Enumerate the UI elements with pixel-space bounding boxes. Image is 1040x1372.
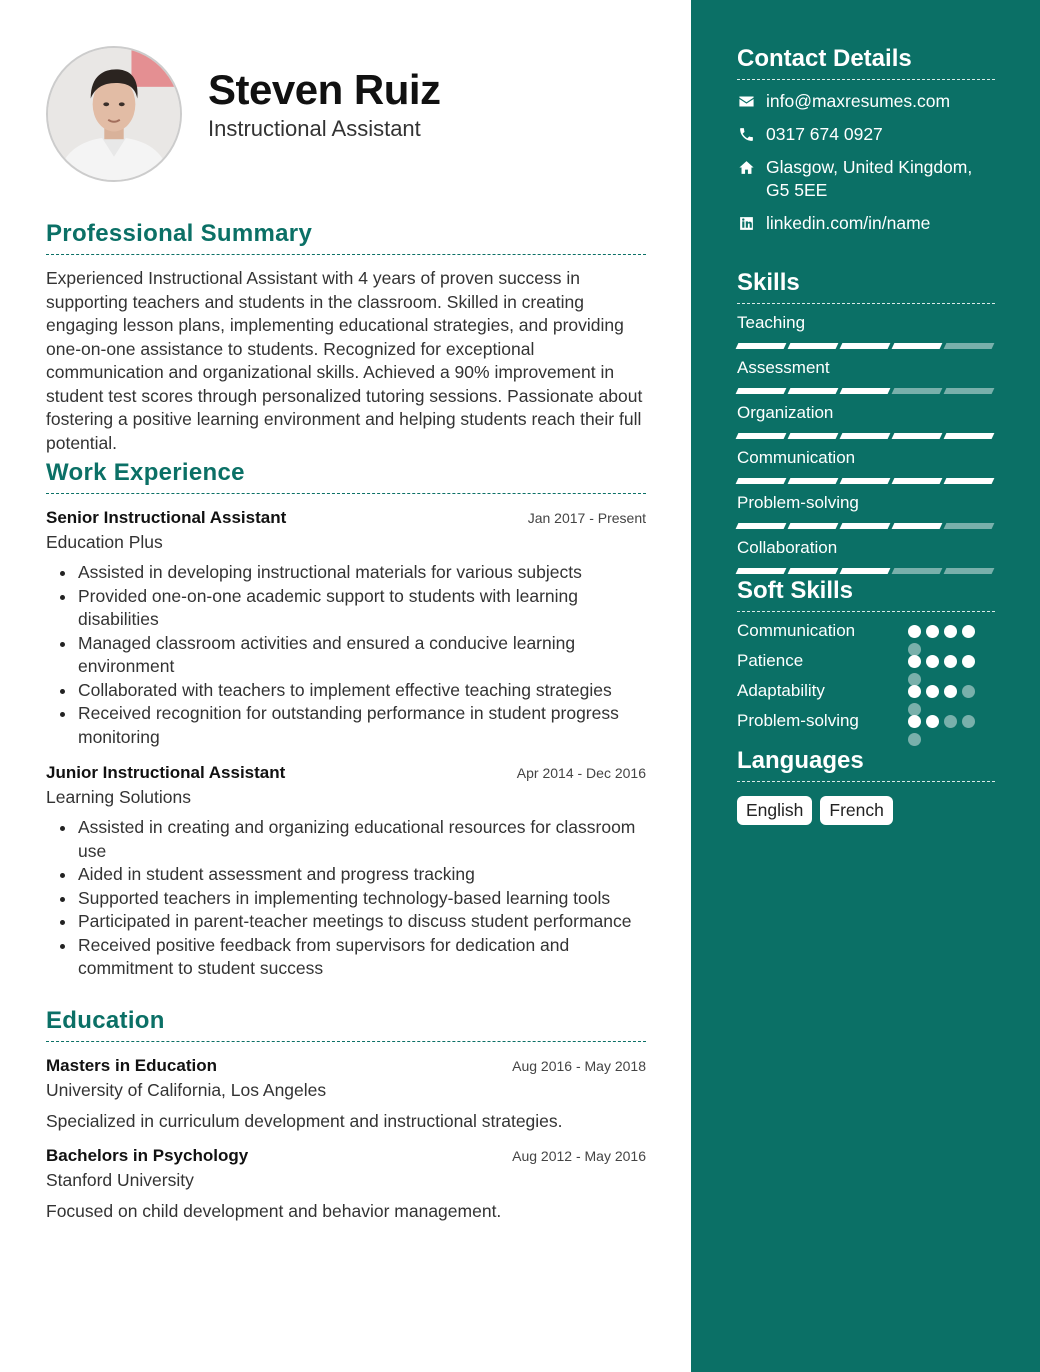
skill-item xyxy=(737,403,995,439)
avatar xyxy=(46,46,182,182)
skill-level-segment xyxy=(892,388,943,394)
rating-dot xyxy=(908,685,921,698)
skill-name: Teaching xyxy=(737,313,806,332)
phone-icon xyxy=(737,125,755,143)
list-item: Collaborated with teachers to implement effective teaching strategies xyxy=(78,679,646,703)
skill-level-segment xyxy=(944,433,995,439)
skill-level-segment xyxy=(788,388,839,394)
section-heading: Education xyxy=(46,1007,646,1042)
skill-level-segment xyxy=(788,568,839,574)
rating-dot xyxy=(926,655,939,668)
summary-text: Experienced Instructional Assistant with 4 years of proven success in supporting teachers and students in the classroom. Skilled in creating engaging lesson plans, implementing educational strategies, and providing one-on-one assistance to students. Recognized for exceptional communication and organizational skills. Achieved a 90% improvement in student test scores through personalized tutoring sessions. Passionate about fostering a positive learning environment and helping students reach their full potential. xyxy=(46,268,643,453)
skill-item xyxy=(737,493,995,529)
job-bullets xyxy=(46,816,646,981)
skill-level-segment xyxy=(944,523,995,529)
skill-level-segment xyxy=(892,343,943,349)
section-heading: Skills xyxy=(737,269,995,304)
job-company: Education Plus xyxy=(46,532,163,552)
skill-item xyxy=(737,448,995,484)
rating-dot xyxy=(944,655,957,668)
list-item: Aided in student assessment and progress tracking xyxy=(78,863,646,887)
job-company: Learning Solutions xyxy=(46,787,191,807)
skill-item xyxy=(737,313,995,349)
skill-item xyxy=(737,358,995,394)
education-description: Focused on child development and behavior management. xyxy=(46,1201,502,1221)
skill-level-segment xyxy=(736,388,787,394)
rating-dot xyxy=(926,625,939,638)
rating-dot xyxy=(944,685,957,698)
work-experience-section xyxy=(46,459,646,981)
job-title: Senior Instructional Assistant xyxy=(46,508,287,527)
education-entry xyxy=(46,1056,646,1132)
skill-level-segment xyxy=(736,343,787,349)
rating-dot xyxy=(962,685,975,698)
contact-email[interactable]: info@maxresumes.com xyxy=(737,90,995,113)
job-entry xyxy=(46,508,646,749)
skill-name: Collaboration xyxy=(737,538,838,557)
job-bullets xyxy=(46,561,646,749)
job-date: Jan 2017 - Present xyxy=(527,510,646,526)
section-heading: Languages xyxy=(737,747,995,782)
list-item: Received recognition for outstanding performance in student progress monitoring xyxy=(78,702,646,749)
education-date: Aug 2016 - May 2018 xyxy=(512,1058,646,1074)
degree: Masters in Education xyxy=(46,1056,217,1075)
section-heading: Contact Details xyxy=(737,45,995,80)
skill-level-bar xyxy=(737,343,995,349)
skill-level-segment xyxy=(944,568,995,574)
skill-level-bar xyxy=(737,433,995,439)
linkedin-icon xyxy=(737,214,755,232)
contact-address: Glasgow, United Kingdom, G5 5EE xyxy=(737,156,995,202)
skill-level-bar xyxy=(737,523,995,529)
rating-dot xyxy=(944,625,957,638)
soft-skill-item xyxy=(737,710,995,732)
list-item: Assisted in developing instructional materials for various subjects xyxy=(78,561,646,585)
degree: Bachelors in Psychology xyxy=(46,1146,249,1165)
rating-dot xyxy=(944,715,957,728)
education-section xyxy=(46,1007,646,1222)
skill-name: Communication xyxy=(737,448,856,467)
skill-level-segment xyxy=(840,388,891,394)
skill-level-segment xyxy=(944,478,995,484)
skills-section xyxy=(737,269,995,574)
skill-name: Organization xyxy=(737,403,834,422)
soft-skill-item xyxy=(737,620,995,642)
rating-dot xyxy=(962,655,975,668)
rating-dot xyxy=(926,715,939,728)
school: University of California, Los Angeles xyxy=(46,1080,327,1100)
section-heading: Work Experience xyxy=(46,459,646,494)
soft-skills-section xyxy=(737,577,995,732)
soft-skill-item xyxy=(737,680,995,702)
list-item: Managed classroom activities and ensured a conducive learning environment xyxy=(78,632,646,679)
skill-level-segment xyxy=(840,433,891,439)
contact-phone[interactable]: 0317 674 0927 xyxy=(737,123,995,146)
job-title: Junior Instructional Assistant xyxy=(46,763,286,782)
language-tags xyxy=(737,796,995,825)
skill-level-segment xyxy=(892,478,943,484)
soft-skill-rating xyxy=(908,715,975,728)
skill-level-segment xyxy=(736,478,787,484)
job-date: Apr 2014 - Dec 2016 xyxy=(516,765,646,781)
soft-skill-name: Patience xyxy=(737,651,804,670)
soft-skill-rating xyxy=(908,685,975,698)
education-description: Specialized in curriculum development and instructional strategies. xyxy=(46,1111,563,1131)
skill-name: Problem-solving xyxy=(737,493,859,512)
languages-section xyxy=(737,747,995,825)
list-item: Participated in parent-teacher meetings to discuss student performance xyxy=(78,910,646,934)
soft-skill-name: Adaptability xyxy=(737,681,825,700)
skill-level-segment xyxy=(892,568,943,574)
professional-summary-section xyxy=(46,220,646,455)
skill-level-segment xyxy=(840,568,891,574)
skill-level-bar xyxy=(737,568,995,574)
language-tag: French xyxy=(820,796,892,825)
rating-dot xyxy=(908,625,921,638)
skill-level-segment xyxy=(736,568,787,574)
resume-header xyxy=(46,46,441,182)
rating-dot xyxy=(908,655,921,668)
sidebar xyxy=(691,0,1040,1372)
school: Stanford University xyxy=(46,1170,194,1190)
rating-dot xyxy=(926,685,939,698)
skill-level-segment xyxy=(840,478,891,484)
candidate-name: Steven Ruiz xyxy=(208,66,441,113)
skill-level-segment xyxy=(892,523,943,529)
skill-level-segment xyxy=(840,343,891,349)
skill-level-segment xyxy=(788,478,839,484)
soft-skill-name: Problem-solving xyxy=(737,711,859,730)
education-entry xyxy=(46,1146,646,1222)
skill-level-bar xyxy=(737,478,995,484)
list-item: Received positive feedback from supervisors for dedication and commitment to student success xyxy=(78,934,646,981)
soft-skill-name: Communication xyxy=(737,621,856,640)
skill-level-segment xyxy=(736,523,787,529)
education-date: Aug 2012 - May 2016 xyxy=(512,1148,646,1164)
rating-dot xyxy=(908,715,921,728)
job-entry xyxy=(46,763,646,981)
rating-dot xyxy=(962,625,975,638)
rating-dot xyxy=(908,733,921,746)
soft-skill-rating xyxy=(908,655,975,668)
skill-level-segment xyxy=(944,388,995,394)
home-icon xyxy=(737,158,755,176)
list-item: Assisted in creating and organizing educational resources for classroom use xyxy=(78,816,646,863)
skill-item xyxy=(737,538,995,574)
skill-level-segment xyxy=(840,523,891,529)
rating-dot xyxy=(962,715,975,728)
candidate-title: Instructional Assistant xyxy=(208,116,421,141)
skill-level-segment xyxy=(788,523,839,529)
skill-level-segment xyxy=(736,433,787,439)
portrait-image xyxy=(48,48,180,180)
envelope-icon xyxy=(737,92,755,110)
soft-skill-item xyxy=(737,650,995,672)
contact-linkedin[interactable]: linkedin.com/in/name xyxy=(737,212,995,235)
section-heading: Professional Summary xyxy=(46,220,646,255)
skill-level-segment xyxy=(788,433,839,439)
skill-level-segment xyxy=(944,343,995,349)
soft-skill-rating xyxy=(908,625,975,638)
list-item: Provided one-on-one academic support to students with learning disabilities xyxy=(78,585,646,632)
skill-level-bar xyxy=(737,388,995,394)
contact-section xyxy=(737,45,995,235)
skill-name: Assessment xyxy=(737,358,830,377)
skill-level-segment xyxy=(892,433,943,439)
skill-level-segment xyxy=(788,343,839,349)
language-tag: English xyxy=(737,796,812,825)
list-item: Supported teachers in implementing technology-based learning tools xyxy=(78,887,646,911)
section-heading: Soft Skills xyxy=(737,577,995,612)
